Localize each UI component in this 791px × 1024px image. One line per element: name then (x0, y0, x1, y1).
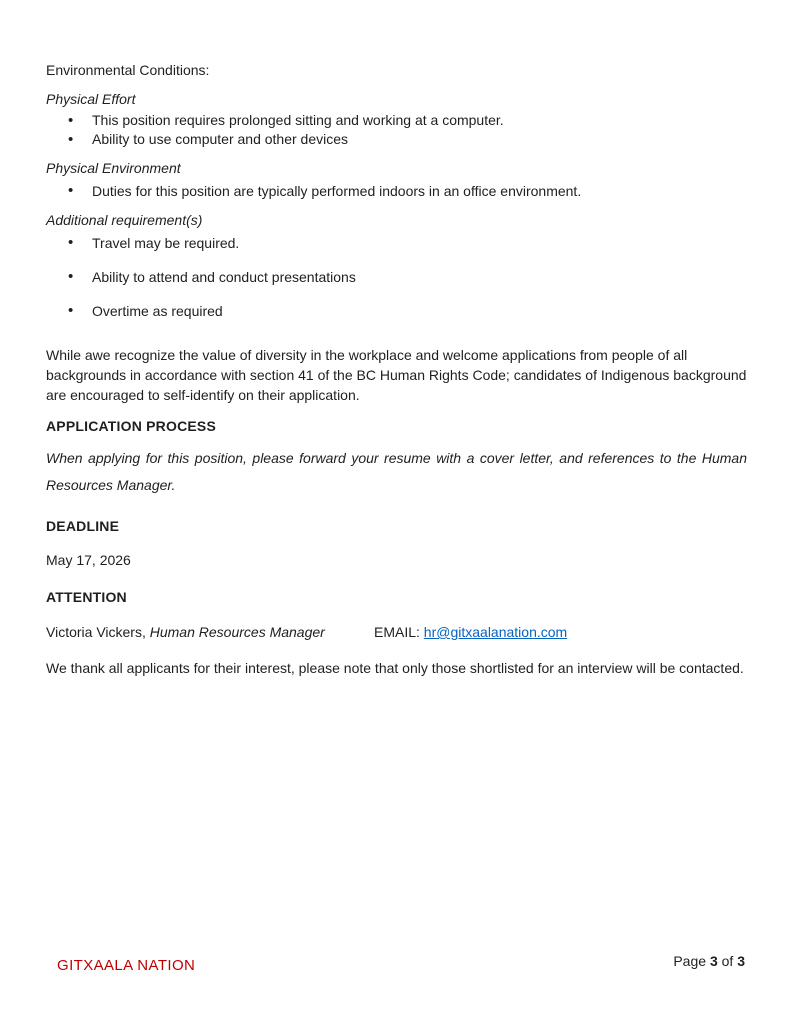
deadline-date: May 17, 2026 (46, 552, 131, 568)
deadline-heading: DEADLINE (46, 518, 120, 534)
list-item: • Travel may be required. (46, 233, 747, 253)
additional-requirements-heading: Additional requirement(s) (46, 212, 203, 228)
email-label: EMAIL: (374, 624, 420, 640)
additional-requirements-list (46, 233, 747, 321)
page-label: Page (673, 953, 707, 969)
application-process-paragraph: When applying for this position, please forward your resume with a cover letter, and references to the Human Resources Manager. (46, 450, 747, 493)
page-total: 3 (737, 953, 745, 969)
of-label: of (721, 953, 734, 969)
footer-organization-name: GITXAALA NATION (57, 957, 196, 974)
list-item: • This position requires prolonged sitting and working at a computer. (46, 111, 747, 130)
attention-heading: ATTENTION (46, 589, 127, 605)
physical-environment-heading: Physical Environment (46, 160, 181, 176)
list-item: • Ability to attend and conduct presentations (46, 267, 747, 287)
contact-info (46, 622, 374, 642)
footer-page-indicator (673, 953, 745, 969)
closing-paragraph: We thank all applicants for their interest, please note that only those shortlisted for an interview will be contacted. (46, 660, 744, 676)
contact-name: Victoria Vickers, (46, 624, 146, 640)
document-body (46, 60, 747, 678)
email-section (374, 622, 567, 642)
environmental-conditions-heading: Environmental Conditions: (46, 62, 210, 78)
attention-contact-line (46, 622, 747, 642)
email-link[interactable]: hr@gitxaalanation.com (423, 624, 568, 640)
diversity-paragraph: While awe recognize the value of diversity in the workplace and welcome applications from people of all backgrounds in accordance with section 41 of the BC Human Rights Code; candidates of Indigenous background are encouraged to self-identify on their application. (46, 347, 747, 403)
physical-environment-list (46, 181, 747, 201)
physical-effort-heading: Physical Effort (46, 91, 136, 107)
page-number: 3 (709, 953, 718, 969)
list-item: • Ability to use computer and other devices (46, 130, 747, 149)
contact-title: Human Resources Manager (149, 624, 325, 640)
list-item: • Overtime as required (46, 301, 747, 321)
list-item: • Duties for this position are typically performed indoors in an office environment. (46, 181, 747, 201)
application-process-heading: APPLICATION PROCESS (46, 418, 217, 434)
physical-effort-list (46, 111, 747, 149)
